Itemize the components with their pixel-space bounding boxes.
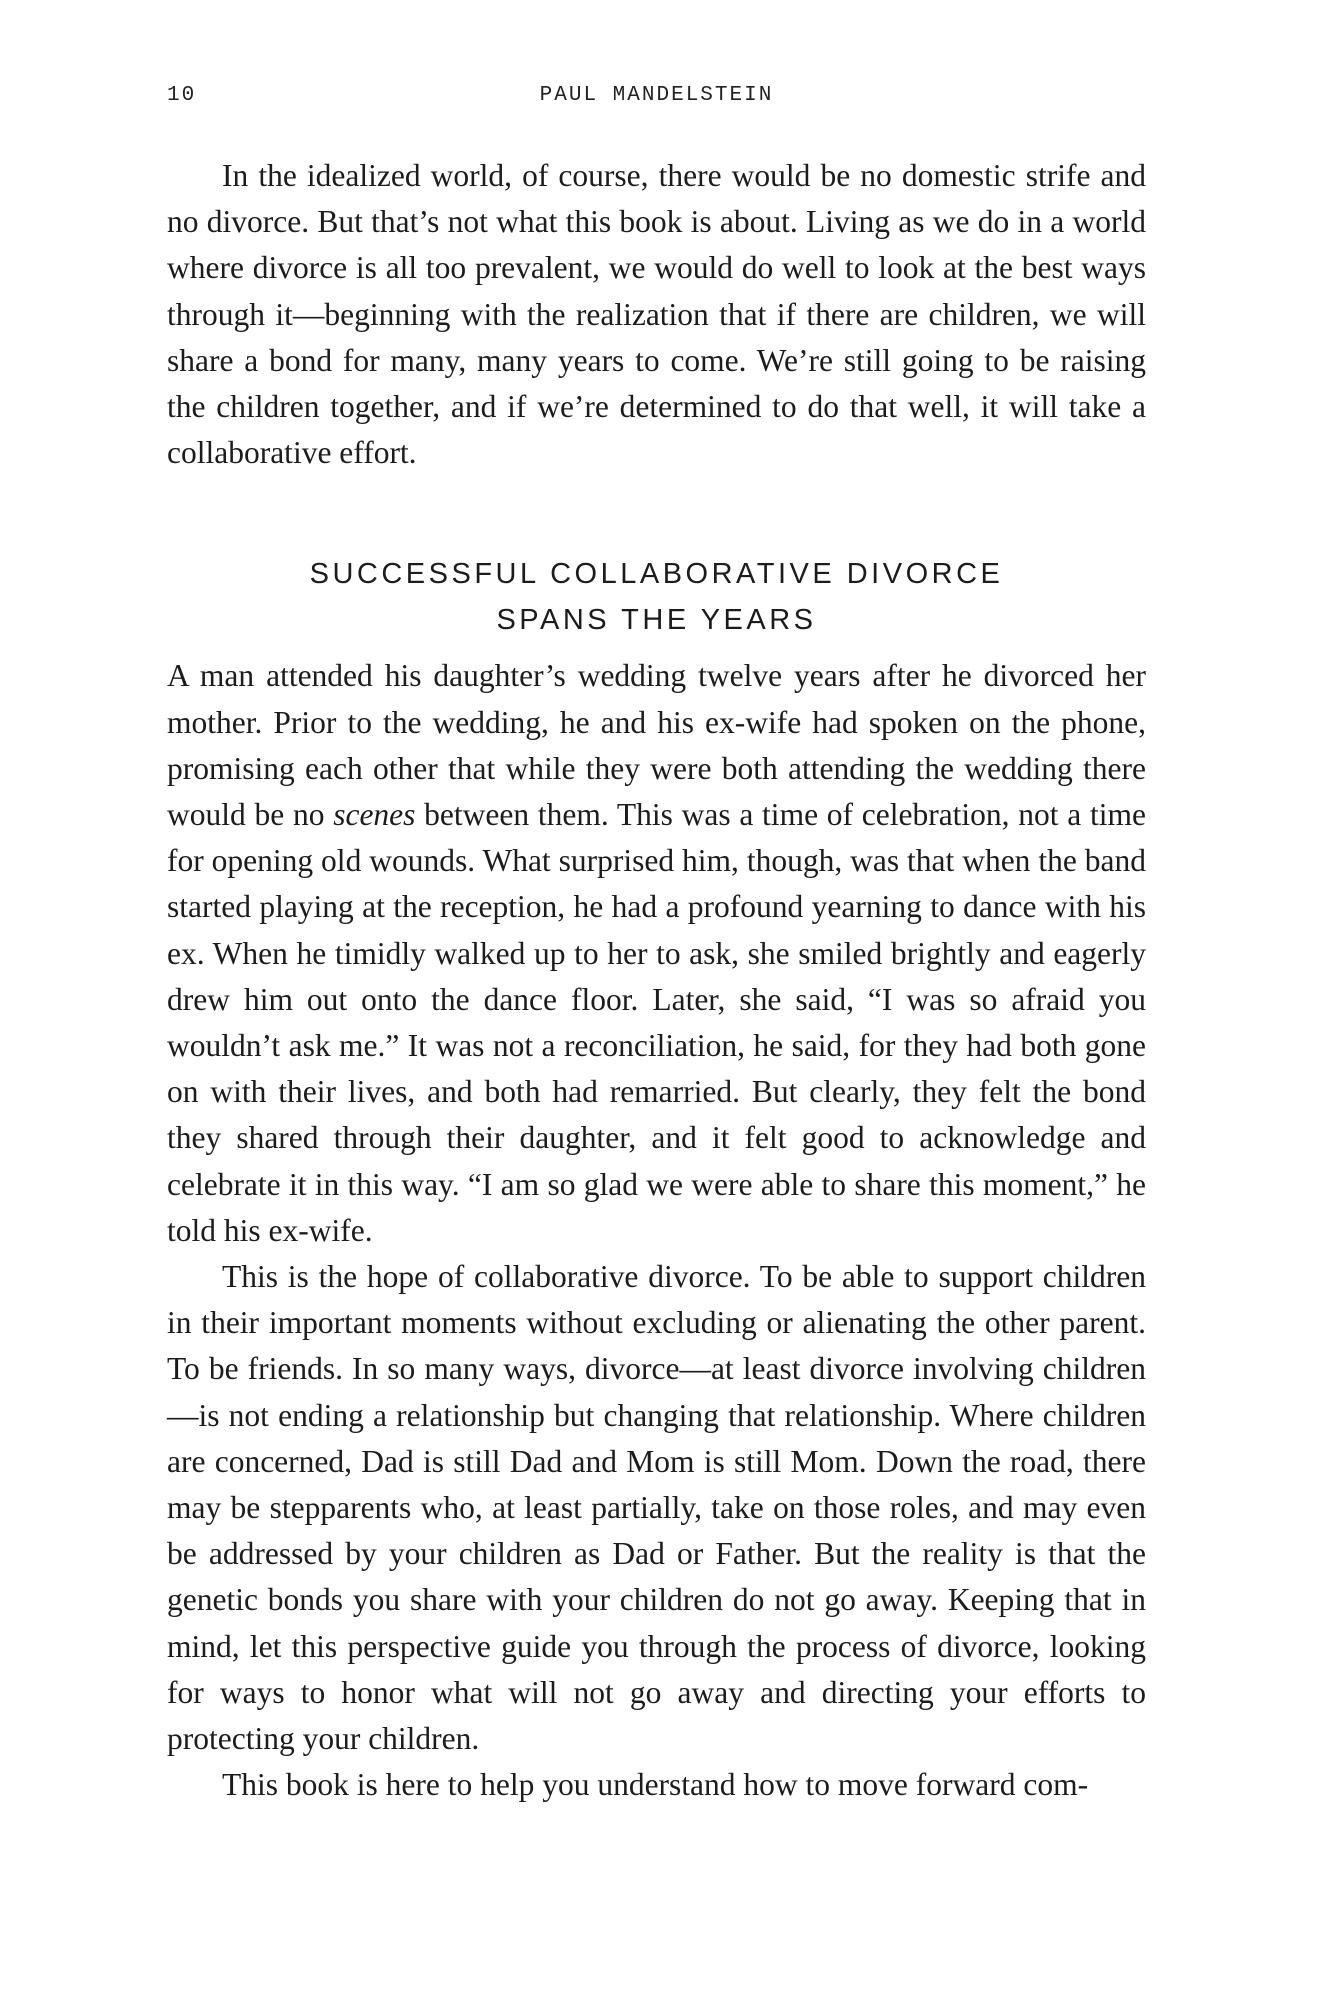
- wedding-story-part-2: between them. This was a time of celebration, not a time for opening old wounds. What surprised him, though, was that when the band started playing at the reception, he had a profound yearning to dance with his ex. When he timidly walked up to her to ask, she smiled brightly and eagerly drew him out onto the dance floor. Later, she said, “I was so afraid you wouldn’t ask me.” It was not a reconciliation, he said, for they had both gone on with their lives, and both had remarried. But clearly, they felt the bond they shared through their daughter, and it felt good to acknowledge and celebrate it in this way. “I am so glad we were able to share this moment,” he told his ex-wife.: [167, 797, 1146, 1248]
- page-number: 10: [167, 84, 197, 107]
- wedding-story-paragraph: [167, 653, 1146, 1254]
- body-text: [167, 153, 1146, 1809]
- author-name: PAUL MANDELSTEIN: [539, 84, 774, 107]
- intro-paragraph: In the idealized world, of course, there would be no domestic strife and no divorce. But that’s not what this book is about. Living as we do in a world where divorce is all too prevalent, we would do well to look at the best ways through it—beginning with the realization that if there are children, we will share a bond for many, many years to come. We’re still going to be raising the children together, and if we’re determined to do that well, it will take a collaborative effort.: [167, 158, 1146, 471]
- wedding-story-part-1: A man attended his daughter’s wedding twelve years after he divorced her mother. Prior to the wedding, he and his ex-wife had spoken on the phone, promising each other that while they were both attending the wedding there would be no: [167, 658, 1146, 833]
- section-heading-line-1: SUCCESSFUL COLLABORATIVE DIVORCE: [309, 558, 1004, 591]
- section-heading-line-2: SPANS THE YEARS: [496, 604, 817, 637]
- section-heading: [167, 551, 1146, 643]
- running-head: [167, 84, 1146, 124]
- emphasized-word: scenes: [333, 797, 416, 833]
- collaborative-hope-paragraph: This is the hope of collaborative divorce. To be able to support children in their important moments without excluding or alienating the other parent. To be friends. In so many ways, divorce—at least divorce involving children—is not ending a relationship but changing that relationship. Where children are concerned, Dad is still Dad and Mom is still Mom. Down the road, there may be stepparents who, at least partially, take on those roles, and may even be addressed by your children as Dad or Father. But the reality is that the genetic bonds you share with your children do not go away. Keeping that in mind, let this perspective guide you through the process of divorce, looking for ways to honor what will not go away and directing your efforts to protecting your children.: [167, 1259, 1146, 1757]
- closing-paragraph: This book is here to help you understand how to move forward com-: [222, 1767, 1089, 1803]
